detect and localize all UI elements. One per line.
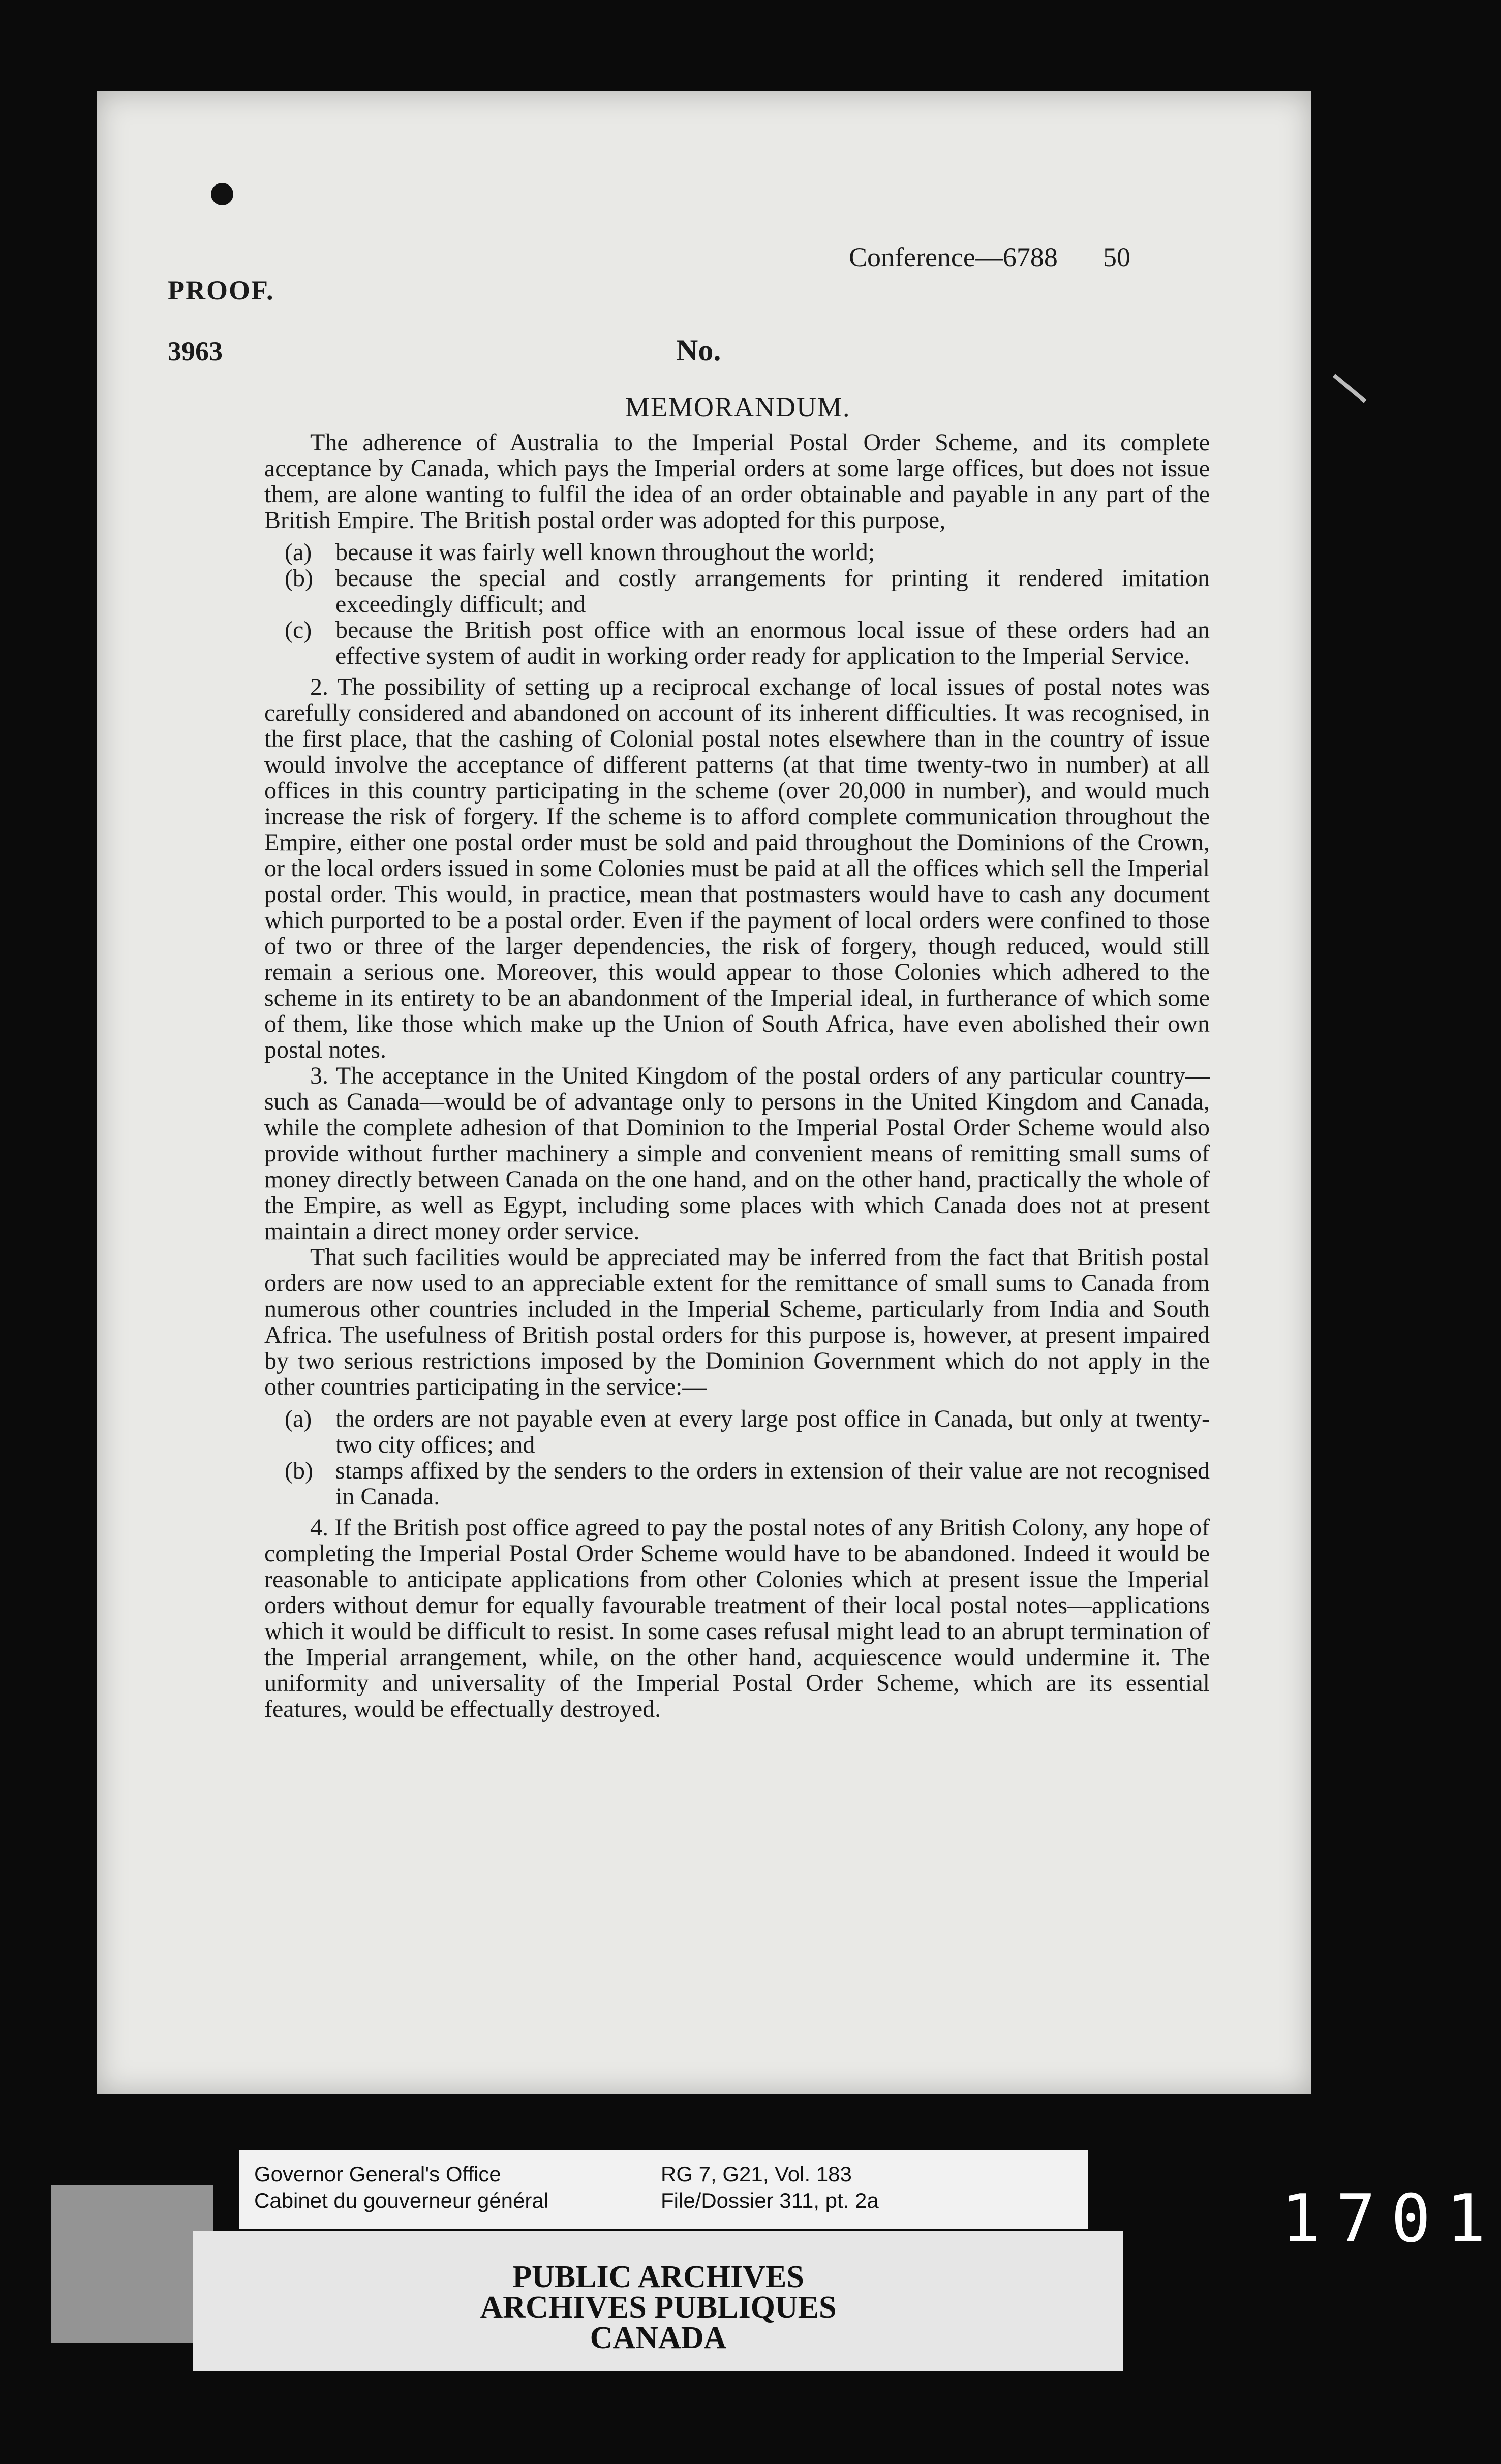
document-number: 3963 [168, 336, 223, 366]
list-item-label: (a) [285, 539, 312, 566]
conference-reference: Conference—6788 [849, 242, 1058, 272]
list-item-text: stamps affixed by the senders to the orders in extension of their value are not recognised in Canada. [335, 1457, 1210, 1510]
paragraph-1: The adherence of Australia to the Imperial Postal Order Scheme, and its complete acceptance by Canada, which pays the Imperial orders at some large offices, but does not issue them, are alone wanting to fulfil the idea of an order obtainable and payable in any part of the British Empire. The British postal order was adopted for this purpose, [264, 429, 1210, 534]
list-item-label: (a) [285, 1405, 312, 1432]
paragraph-2: 2. The possibility of setting up a reciprocal exchange of local issues of postal notes was carefully considered and abandoned on account of its inherent difficulties. It was recognised, in the first place, that the cashing of Colonial postal notes elsewhere than in the country of issue would involve the acceptance of different patterns (at that time twenty-two in number) at all offices in this country participating in the scheme (over 20,000 in number), and would much increase the risk of forgery. If the scheme is to afford complete communication throughout the Empire, either one postal order must be sold and paid throughout the Dominions of the Crown, or the local orders issued in some Colonies must be paid at all the offices which sell the Imperial postal order. This would, in practice, mean that postmasters would have to cash any document which purported to be a postal order. Even if the payment of local orders were confined to those of two or three of the larger dependencies, the risk of forgery, though reduced, would still remain a serious one. Moreover, this would appear to those Colonies which adhered to the scheme in its entirety to be an abandonment of the Imperial ideal, in furtherance of which some of them, like those which make up the Union of South Africa, have even abolished their own postal notes. [264, 673, 1210, 1063]
record-group: RG 7, G21, Vol. 183 [661, 2162, 852, 2186]
archive-reference-label [239, 2150, 1088, 2229]
page-number: 50 [1103, 242, 1130, 272]
list-item [285, 1405, 1210, 1458]
paragraph-4: 4. If the British post office agreed to pay the postal notes of any British Colony, any hope of completing the Imperial Postal Order Scheme would have to be abandoned. Indeed it would be reasonable to anticipate applications from other Colonies which at present issue the Imperial orders without demur for equally favourable treatment of their local postal notes—applications which it would be difficult to resist. In some cases refusal might lead to an abrupt termination of the Imperial arrangement, while, on the other hand, acquiescence would undermine it. The uniformity and universality of the Imperial Postal Order Scheme, which are its essential features, would be effectually destroyed. [264, 1514, 1210, 1722]
paragraph-3: 3. The acceptance in the United Kingdom of the postal orders of any particular country—such as Canada—would be of advantage only to persons in the United Kingdom and Canada, while the complete adhesion of that Dominion to the Imperial Postal Order Scheme would also provide without further machinery a simple and convenient means of remitting small sums of money directly between Canada on the one hand, and on the other hand, practically the whole of the Empire, as well as Egypt, including some places with which Canada does not at present maintain a direct money order service. [264, 1062, 1210, 1245]
paragraph-3-list [264, 1406, 1210, 1510]
paragraph-1-list [264, 539, 1210, 669]
scan-strip [51, 2185, 213, 2343]
list-item [285, 539, 1210, 566]
list-item-label: (b) [285, 1457, 313, 1484]
list-item [285, 1457, 1210, 1510]
stamp-line-1: PUBLIC ARCHIVES [512, 2260, 804, 2294]
list-item-label: (b) [285, 565, 313, 592]
stamp-line-3: CANADA [590, 2321, 727, 2355]
memorandum-title: MEMORANDUM. [625, 392, 851, 422]
number-label: No. [676, 333, 721, 367]
memorandum-body [264, 429, 1210, 1722]
list-item-text: because the special and costly arrangements for printing it rendered imitation exceedingly difficult; and [335, 565, 1210, 618]
list-item-text: because it was fairly well known throughout the world; [335, 539, 875, 566]
ink-blot [211, 183, 233, 205]
paragraph-3-continued: That such facilities would be appreciated may be inferred from the fact that British postal orders are now used to an appreciable extent for the remittance of small sums to Canada from numerous other countries included in the Imperial Scheme, particularly from India and South Africa. The usefulness of British postal orders for this purpose is, however, at present impaired by two serious restrictions imposed by the Dominion Government which do not apply in the other countries participating in the service:— [264, 1244, 1210, 1400]
stamp-line-2: ARCHIVES PUBLIQUES [480, 2290, 837, 2325]
office-english: Governor General's Office [254, 2162, 501, 2186]
frame-number: 1701 [1281, 2180, 1501, 2257]
public-archives-stamp [193, 2231, 1123, 2371]
list-item-text: because the British post office with an enormous local issue of these orders had an effective system of audit in working order ready for application to the Imperial Service. [335, 617, 1210, 669]
margin-mark [1333, 374, 1366, 403]
proof-label: PROOF. [168, 275, 274, 305]
office-french: Cabinet du gouverneur général [254, 2189, 549, 2212]
list-item [285, 617, 1210, 669]
list-item [285, 565, 1210, 618]
list-item-label: (c) [285, 617, 312, 643]
file-reference: File/Dossier 311, pt. 2a [661, 2189, 879, 2212]
list-item-text: the orders are not payable even at every large post office in Canada, but only at twenty-two city offices; and [335, 1405, 1210, 1458]
